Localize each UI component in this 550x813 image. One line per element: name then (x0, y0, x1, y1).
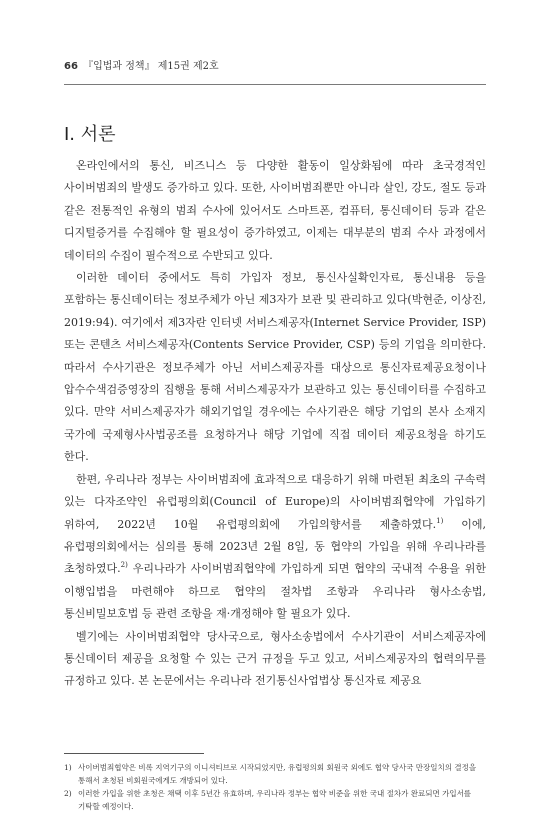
footnote-number: 2) (64, 789, 72, 798)
paragraph-3 (64, 469, 486, 626)
paragraph-3-part-c: 우리나라가 사이버범죄협약에 가입하게 되면 협약의 국내적 수용을 위한 이행입법을 마련해야 하므로 협약의 절차법 조항과 우리나라 형사소송법, 통신비밀보호법 등 관련 조항을 재·개정해야 할 필요가 있다. (64, 562, 486, 621)
footnote-divider (64, 753, 204, 754)
paragraph-1: 온라인에서의 통신, 비즈니스 등 다양한 활동이 일상화됨에 따라 초국경적인 사이버범죄의 발생도 증가하고 있다. 또한, 사이버범죄뿐만 아니라 살인, 강도, 절도 등과 같은 전통적인 유형의 범죄 수사에 있어서도 스마트폰, 컴퓨터, 통신데이터 등과 같은 디지털증거를 수집해야 할 필요성이 증가하였고, 이제는 대부분의 범죄 수사 과정에서 데이터의 수집이 필수적으로 수반되고 있다. (64, 159, 486, 262)
footnote-ref-1[interactable]: 1) (436, 516, 444, 525)
paragraph-3-part-a: 한편, 우리나라 정부는 사이버범죄에 효과적으로 대응하기 위해 마련된 최초의 구속력 있는 다자조약인 유럽평의회(Council of Europe)의 사이버범죄협약에 가입하기 위하여, 2022년 10월 유럽평의회에 가입의향서를 제출하였다. (64, 472, 486, 531)
footnote-text: 이러한 가입을 위한 초청은 채택 이후 5년간 유효하며, 우리나라 정부는 협약 비준을 위한 국내 절차가 완료되면 가입서를 기탁할 예정이다. (78, 789, 472, 811)
journal-title: 『입법과 정책』 제15권 제2호 (83, 61, 219, 72)
paragraph-4: 벨기에는 사이버범죄협약 당사국으로, 형사소송법에서 수사기관이 서비스제공자에 통신데이터 제공을 요청할 수 있는 근거 규정을 두고 있고, 서비스제공자의 협력의무를 규정하고 있다. 본 논문에서는 우리나라 전기통신사업법상 통신자료 제공요 (64, 629, 486, 688)
paragraph-2: 이러한 데이터 중에서도 특히 가입자 정보, 통신사실확인자료, 통신내용 등을 포함하는 통신데이터는 정보주체가 아닌 제3자가 보관 및 관리하고 있다(박현준, 이상진, 2019:94). 여기에서 제3자란 인터넷 서비스제공자(Internet Service Provider, ISP) 또는 콘텐츠 서비스제공자(Contents Service Provider, CSP) 등의 기업을 의미한다. 따라서 수사기관은 정보주체가 아닌 서비스제공자를 대상으로 통신자료제공요청이나 압수수색검증영장의 집행을 통해 서비스제공자가 보관하고 있는 통신데이터를 수집하고 있다. 만약 서비스제공자가 해외기업일 경우에는 수사기관은 해당 기업의 본사 소재지 국가에 국제형사사법공조를 요청하거나 해당 기업에 직접 데이터 제공요청을 하기도 한다. (64, 271, 486, 464)
footnote-text: 사이버범죄협약은 비록 지역기구의 이니셔티브로 시작되었지만, 유럽평의회 회원국 외에도 협약 당사국 만장일치의 결정을 통해서 초청된 비회원국에게도 개방되어 있다. (78, 763, 477, 785)
section-title: Ⅰ. 서론 (64, 124, 116, 145)
footnote-ref-2[interactable]: 2) (120, 561, 128, 570)
page-number: 66 (64, 61, 78, 72)
paragraph-3-part-b: 이에, 유럽평의회에서는 심의를 통해 2023년 2월 8일, 동 협약의 가입을 위해 우리나라를 초청하였다. (64, 517, 486, 576)
footnotes (64, 761, 486, 813)
header-divider (64, 84, 486, 85)
footnote-1 (64, 761, 486, 787)
footnote-number: 1) (64, 763, 72, 772)
footnote-2 (64, 787, 486, 813)
running-header (64, 60, 486, 74)
body-text (64, 155, 486, 693)
